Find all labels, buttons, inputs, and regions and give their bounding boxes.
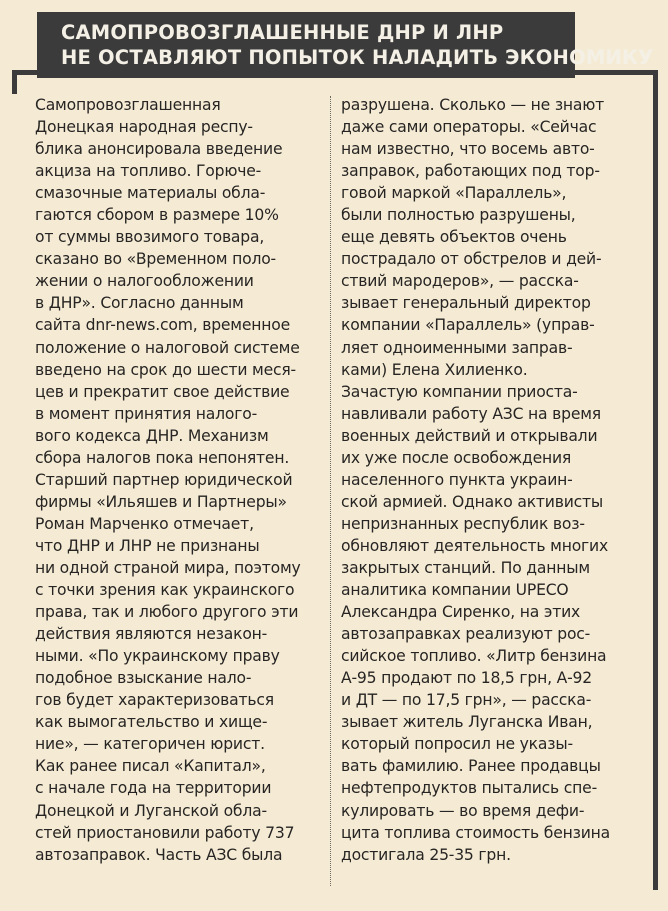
article-text-line: Самопровозглашенная — [35, 96, 221, 114]
article-text-line: непризнанных республик воз- — [341, 514, 585, 533]
article-text-line: А-95 продают по 18,5 грн, А-92 — [341, 669, 592, 688]
article-text-line: действия являются незакон- — [35, 625, 268, 644]
article-text-line: компании «Параллель» (управ- — [341, 316, 595, 335]
article-text-line: ляет одноименными заправ- — [341, 338, 573, 357]
article-text-line: сийское топливо. «Литр бензина — [341, 647, 607, 666]
article-text-line: были полностью разрушены, — [341, 206, 576, 225]
article-text-line: блика анонсировала введение — [35, 140, 283, 159]
article-text-line: введено на срок до шести меся- — [35, 360, 296, 379]
article-text-line: их уже после освобождения — [341, 448, 572, 467]
frame-right-border — [653, 70, 658, 890]
article-text-line: Донецкой и Луганской обла- — [35, 801, 267, 820]
article-text-line: автозаправок. Часть АЗС была — [35, 845, 283, 864]
article-text-line: с начале года на территории — [35, 779, 272, 798]
article-text-line: сбора налогов пока непонятен. — [35, 448, 290, 467]
article-text-line: ствий мародеров», — расска- — [341, 272, 579, 291]
article-text-line: жении о налогообложении — [35, 272, 254, 291]
article-text-line: ками) Елена Хилиенко. — [341, 360, 528, 379]
article-text-line: права, так и любого другого эти — [35, 603, 299, 622]
article-text-line: аналитика компании UPECO — [341, 581, 569, 600]
article-text-line: достигала 25-35 грн. — [341, 845, 511, 864]
article-text-line: зывает житель Луганска Иван, — [341, 713, 593, 732]
article-text-line: автозаправках реализуют рос- — [341, 625, 591, 644]
article-text-line: в момент принятия налого- — [35, 404, 258, 423]
article-text-line: ской армией. Однако активисты — [341, 492, 604, 511]
article-text-line: что ДНР и ЛНР не признаны — [35, 536, 260, 555]
article-text-line: фирмы «Ильяшев и Партнеры» — [35, 492, 287, 511]
article-text-line: разрушена. Сколько — не знают — [341, 96, 605, 114]
article-text-line: который попросил не указы- — [341, 735, 573, 754]
article-column-right — [341, 94, 631, 866]
article-text-line: сказано во «Временном поло- — [35, 250, 276, 269]
article-text-line: ние», — категоричен юрист. — [35, 735, 265, 754]
article-text-line: Александра Сиренко, на этих — [341, 603, 581, 622]
article-text-line: военных действий и открывали — [341, 426, 598, 445]
article-text-line: гаются сбором в размере 10% — [35, 206, 279, 225]
article-text-line: даже сами операторы. «Сейчас — [341, 118, 597, 137]
article-text-line: ными. «По украинскому праву — [35, 647, 280, 666]
article-text-line: Как ранее писал «Капитал», — [35, 757, 266, 776]
article-column-left — [35, 94, 325, 866]
article-text-line: кулировать — во время дефи- — [341, 801, 585, 820]
article-text-line: Зачастую компании приоста- — [341, 382, 578, 401]
article-text-line: заправок, работающих под тор- — [341, 162, 600, 181]
article-text-line: Старший партнер юридической — [35, 470, 293, 489]
article-text-line: в ДНР». Согласно данным — [35, 294, 244, 313]
article-text-line: закрытых станций. По данным — [341, 558, 590, 577]
article-text-line: гов будет характеризоваться — [35, 691, 274, 710]
article-text-line: вого кодекса ДНР. Механизм — [35, 426, 269, 445]
article-text-line: Роман Марченко отмечает, — [35, 514, 254, 533]
frame-left-border — [12, 70, 17, 94]
article-text-line: и ДТ — по 17,5 грн», — расска- — [341, 691, 592, 710]
article-text-line: еще девять объектов очень — [341, 228, 567, 247]
article-text-line: сайта dnr-news.com, временное — [35, 316, 290, 335]
article-text-line: вать фамилию. Ранее продавцы — [341, 757, 601, 776]
article-text-line: Донецкая народная респу- — [35, 118, 253, 137]
article-text-line: как вымогательство и хище- — [35, 713, 268, 732]
article-text-line: от суммы ввозимого товара, — [35, 228, 265, 247]
article-text-line: ни одной страной мира, поэтому — [35, 558, 301, 577]
article-text-line: говой маркой «Параллель», — [341, 184, 567, 203]
article-text-line: акциза на топливо. Горюче- — [35, 162, 262, 181]
article-text-line: положение о налоговой системе — [35, 338, 300, 357]
article-text-line: стей приостановили работу 737 — [35, 823, 295, 842]
article-text-line: зывает генеральный директор — [341, 294, 591, 313]
article-text-line: подобное взыскание нало- — [35, 669, 252, 688]
article-text-line: навливали работу АЗС на время — [341, 404, 601, 423]
article-text-line: обновляют деятельность многих — [341, 536, 608, 555]
article-text-line: с точки зрения как украинского — [35, 581, 295, 600]
article-text-line: цита топлива стоимость бензина — [341, 823, 610, 842]
article-text-line: пострадало от обстрелов и дей- — [341, 250, 602, 269]
article-text-line: нефтепродуктов пытались спе- — [341, 779, 597, 798]
column-divider — [330, 96, 331, 886]
headline-line-1: САМОПРОВОЗГЛАШЕННЫЕ ДНР И ЛНР — [61, 21, 504, 44]
article-headline — [37, 12, 654, 78]
article-text-line: смазочные материалы обла- — [35, 184, 266, 203]
headline-line-2: НЕ ОСТАВЛЯЮТ ПОПЫТОК НАЛАДИТЬ ЭКОНОМИКУ — [61, 46, 654, 69]
article-text-line: населенного пункта украин- — [341, 470, 573, 489]
article-text-line: цев и прекратит свое действие — [35, 382, 290, 401]
article-text-line: нам известно, что восемь авто- — [341, 140, 595, 159]
